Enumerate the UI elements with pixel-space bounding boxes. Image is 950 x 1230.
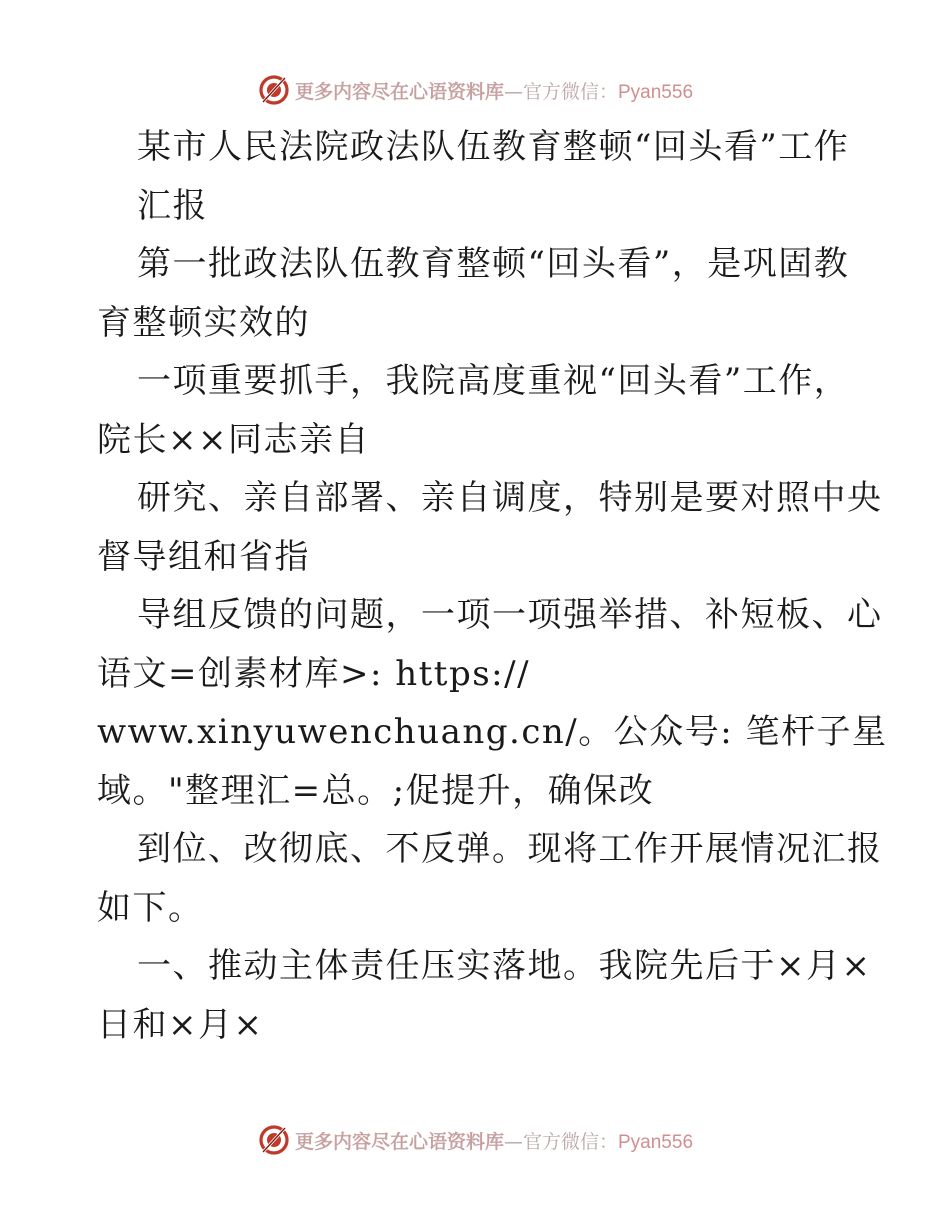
text-line: 第一批政法队伍教育整顿“回头看”，是巩固教: [137, 244, 850, 284]
text-line: 育整顿实效的: [97, 302, 310, 343]
text-line: 汇报: [137, 185, 208, 226]
text-line: 某市人民法院政法队伍教育整顿“回头看”工作: [137, 127, 850, 167]
quill-seal-icon: [257, 73, 291, 107]
text-line-url: www.xinyuwenchuang.cn/。公众号: 笔杆子星: [97, 712, 888, 752]
watermark-text: 更多内容尽在心语资料库—官方微信：Pyan556: [294, 80, 694, 103]
text-line: 如下。: [97, 887, 204, 928]
footer-watermark: [0, 1120, 950, 1160]
text-line: 日和×月×: [97, 1004, 264, 1045]
quill-seal-icon: [257, 1123, 291, 1157]
text-line: 督导组和省指: [97, 536, 310, 577]
text-line: 域。"整理汇=总。;促提升，确保改: [97, 770, 655, 811]
document-body: [97, 118, 888, 1054]
text-line: 到位、改彻底、不反弹。现将工作开展情况汇报: [137, 829, 883, 869]
text-line-url: 语文=创素材库>: https://: [97, 653, 531, 694]
text-line: 院长××同志亲自: [97, 419, 370, 460]
text-line: 导组反馈的问题，一项一项强举措、补短板、心: [137, 595, 883, 635]
header-watermark: [0, 70, 950, 110]
text-line: 一、推动主体责任压实落地。我院先后于×月×: [137, 946, 872, 986]
text-line: 一项重要抓手，我院高度重视“回头看”工作，: [137, 361, 850, 401]
watermark-text: 更多内容尽在心语资料库—官方微信：Pyan556: [294, 1130, 694, 1153]
text-line: 研究、亲自部署、亲自调度，特别是要对照中央: [137, 478, 883, 518]
